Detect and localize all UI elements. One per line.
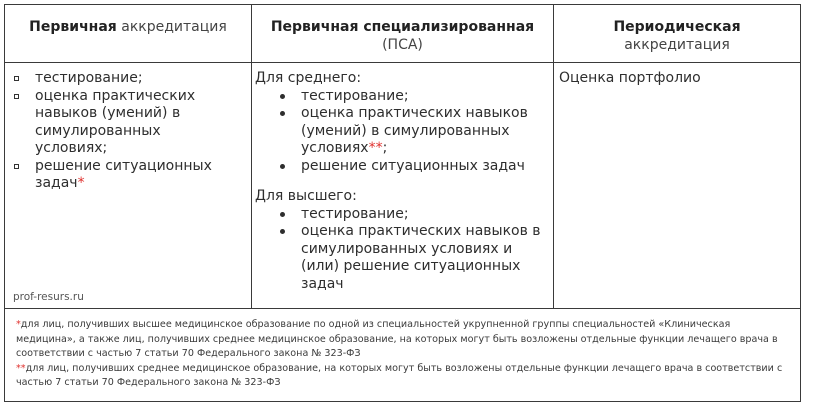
header-periodic-bold: Периодическая xyxy=(613,19,741,35)
list-item: тестирование; xyxy=(255,88,545,106)
list-item: оценка практических навыков в симулированных условиях и (или) решение ситуационных задач xyxy=(255,223,545,293)
cell-periodic xyxy=(559,63,795,308)
footnote-mark: * xyxy=(16,319,21,330)
secondary-label: Для среднего: xyxy=(255,70,362,86)
header-specialized-bold: Первичная специализированная xyxy=(270,19,535,35)
header-specialized-rest: (ПСА) xyxy=(382,37,423,53)
watermark: prof-resurs.ru xyxy=(13,291,84,303)
list-item: оценка практических навыков (умений) в симулированных условиях; xyxy=(13,88,237,158)
list-item: тестирование; xyxy=(13,70,237,88)
asterisk-mark: ** xyxy=(368,140,383,156)
footnote: *для лиц, получивших высшее медицинское образование по одной из специальностей укрупненной группы специальностей «Клиническая медицина», а также лиц, получивших среднее медицинское образование, на которых могут быть возложены отдельные функции лечащего врача в соответствии с частью 7 статьи 70 Федерального закона № 323-ФЗ xyxy=(16,319,778,359)
accreditation-table xyxy=(4,4,801,309)
cell-primary xyxy=(13,63,237,308)
header-primary-bold: Первичная xyxy=(29,19,117,35)
header-periodic-rest: аккредитация xyxy=(624,37,730,53)
footnote: **для лиц, получивших среднее медицинское образование, на которых могут быть возложены отдельные функции лечащего врача в соответствии с частью 7 статьи 70 Федерального закона № 323-ФЗ xyxy=(16,362,783,388)
periodic-text: Оценка портфолио xyxy=(559,70,701,86)
secondary-list xyxy=(255,88,545,176)
footnotes xyxy=(4,308,801,402)
footnote-mark: ** xyxy=(16,362,26,374)
cell-specialized xyxy=(255,63,545,308)
higher-list xyxy=(255,206,545,294)
list-item: решение ситуационных задач xyxy=(255,158,545,176)
higher-label: Для высшего: xyxy=(255,188,357,204)
list-item: оценка практических навыков (умений) в симулированных условиях**; xyxy=(255,105,545,158)
list-item: тестирование; xyxy=(255,206,545,224)
list-item: решение ситуационных задач* xyxy=(13,158,237,193)
primary-list xyxy=(13,70,237,193)
asterisk-mark: * xyxy=(77,175,85,191)
header-primary-rest: аккредитация xyxy=(116,19,227,35)
